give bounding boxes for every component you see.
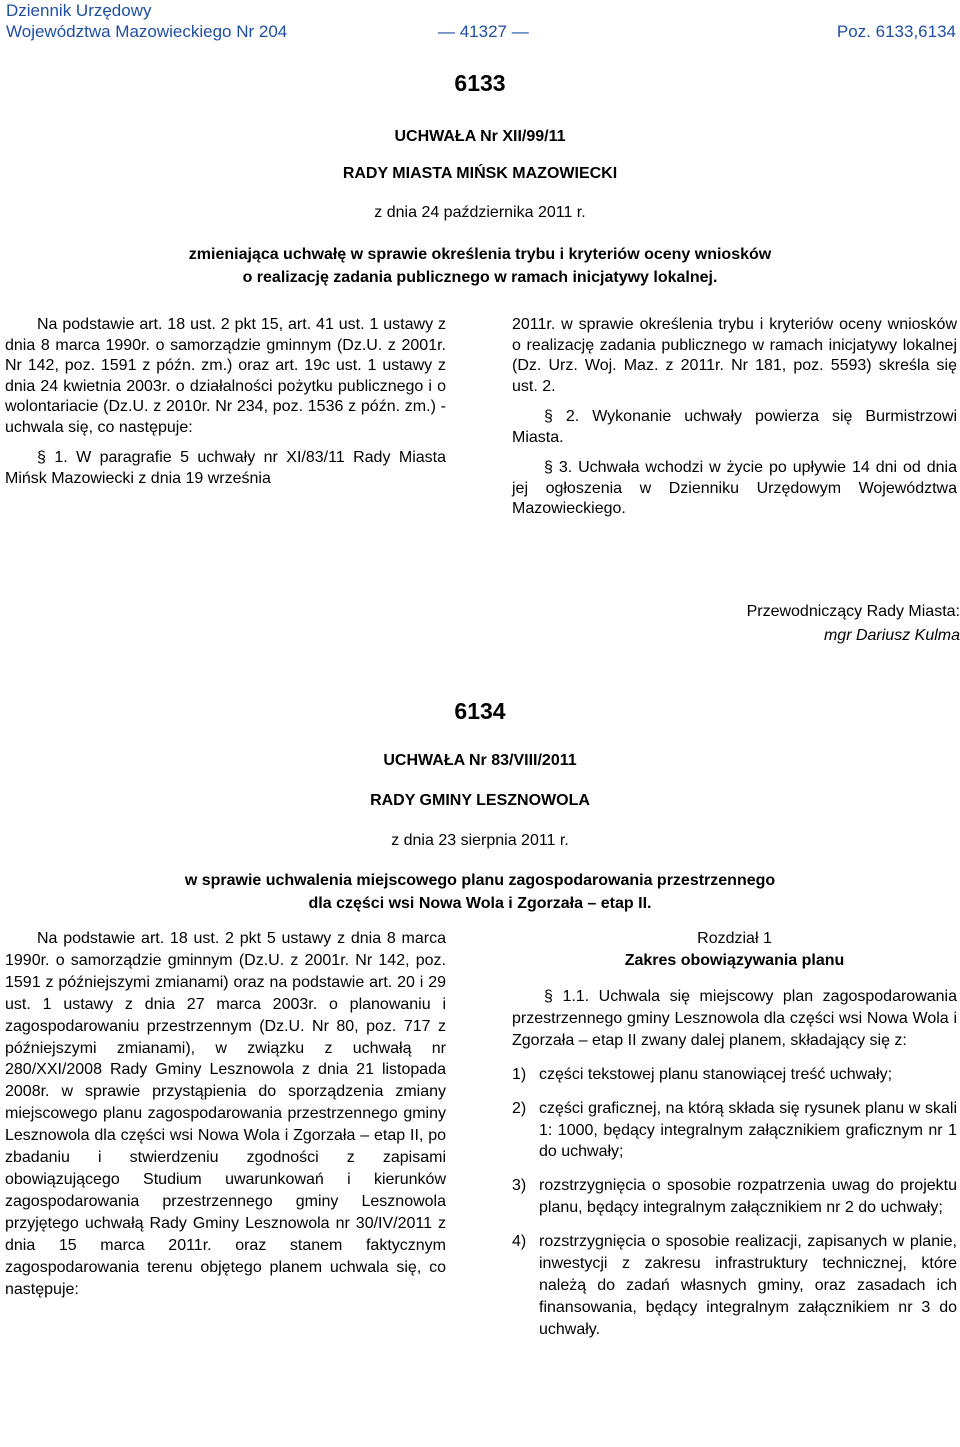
list-item-text: rozstrzygnięcia o sposobie rozpatrzenia uwag do projektu planu, będący integralnym załącznikiem nr 2 do uchwały; bbox=[539, 1177, 957, 1217]
act-number: 6134 bbox=[454, 698, 506, 724]
list-item-text: rozstrzygnięcia o sposobie realizacji, zapisanych w planie, inwestycji z zakresu infrastruktury technicznej, które należą do zadań własnych gminy, oraz zasadach ich finansowania, będący integralnym załącznikiem nr 3 do uchwały. bbox=[539, 1233, 957, 1338]
chapter-label: Rozdział 1 bbox=[697, 930, 772, 947]
list-item-number: 1) bbox=[512, 1065, 527, 1083]
page-number: — 41327 — bbox=[438, 22, 529, 41]
legal-basis-paragraph: Na podstawie art. 18 ust. 2 pkt 5 ustawy z dnia 8 marca 1990r. o samorządzie gminnym (Dz.U. z 2001r. Nr 142, poz. 1591 z późniejszymi zmianami) oraz na podstawie art. 20 i 29 ust. 1 ustawy z dnia 27 marca 2003r. o planowaniu i zagospodarowaniu przestrzennym (Dz.U. Nr 80, poz. 717 z późniejszymi zmianami), w związku z uchwałą nr 280/XXI/2008 Rady Gminy Lesznowola z dnia 21 listopada 2008r. w sprawie przystąpienia do sporządzenia zmiany miejscowego planu zagospodarowania przestrzennego gminy Lesznowola dla części wsi Nowa Wola i Zgorzała – etap II, po zbadaniu i stwierdzeniu zgodności z zapisami obowiązującego Studium uwarunkowań i kierunków zagospodarowania przestrzennego gminy Lesznowola przyjętego uchwałą Rady Gminy Lesznowola nr 30/IV/2011 z dnia 15 marca 2011r. oraz stanem faktycznym zagospodarowania terenu objętego planem uchwala się, co następuje: bbox=[5, 930, 446, 1298]
list-item bbox=[512, 1175, 957, 1219]
list-item-number: 2) bbox=[512, 1099, 527, 1117]
list-item-number: 4) bbox=[512, 1233, 527, 1251]
chapter-title: Zakres obowiązywania planu bbox=[624, 952, 845, 969]
journal-issue: Województwa Mazowieckiego Nr 204 bbox=[6, 22, 288, 41]
act-date: z dnia 24 października 2011 r. bbox=[374, 204, 586, 221]
act-subject-line: o realizację zadania publicznego w ramach inicjatywy lokalnej. bbox=[242, 269, 718, 286]
act-number: 6133 bbox=[454, 70, 506, 96]
act-body-left-column bbox=[5, 928, 446, 1300]
list-item-text: części tekstowej planu stanowiącej treść uchwały; bbox=[539, 1065, 893, 1083]
plan-components-list bbox=[512, 1064, 957, 1341]
section-1-paragraph: § 1.1. Uchwala się miejscowy plan zagospodarowania przestrzennego gminy Lesznowola dla części wsi Nowa Wola i Zgorzała – etap II zwany dalej planem, składający się z: bbox=[512, 988, 957, 1049]
act-subject bbox=[0, 243, 960, 289]
chapter-heading bbox=[512, 928, 957, 972]
signature-block bbox=[747, 600, 960, 648]
act-date: z dnia 23 sierpnia 2011 r. bbox=[391, 832, 569, 849]
signature-name: mgr Dariusz Kulma bbox=[823, 627, 960, 644]
legal-basis-paragraph: Na podstawie art. 18 ust. 2 pkt 15, art. 41 ust. 1 ustawy z dnia 8 marca 1990r. o samorządzie gminnym (Dz.U. z 2001r. Nr 142, poz. 1591 z późn. zm.) oraz art. 19c ust. 1 ustawy z dnia 24 kwietnia 2003r. o działalności pożytku publicznego i o wolontariacie (Dz.U. z 2010r. Nr 234, poz. 1536 z późn. zm.) - uchwala się, co następuje: bbox=[5, 316, 446, 436]
act-body-left-column bbox=[5, 315, 446, 489]
list-item-number: 3) bbox=[512, 1177, 527, 1195]
act-subject-line: zmieniająca uchwałę w sprawie określenia trybu i kryteriów oceny wniosków bbox=[188, 246, 772, 263]
act-title: UCHWAŁA Nr XII/99/11 bbox=[394, 128, 566, 145]
act-title: UCHWAŁA Nr 83/VIII/2011 bbox=[383, 752, 577, 769]
position-numbers: Poz. 6133,6134 bbox=[836, 22, 956, 41]
act-issuer: RADY GMINY LESZNOWOLA bbox=[370, 792, 590, 809]
section-1-paragraph: § 1. W paragrafie 5 uchwały nr XI/83/11 Rady Miasta Mińsk Mazowiecki z dnia 19 września bbox=[5, 449, 446, 487]
journal-title: Dziennik Urzędowy bbox=[6, 1, 152, 20]
list-item bbox=[512, 1231, 957, 1341]
list-item bbox=[512, 1098, 957, 1164]
signature-role: Przewodniczący Rady Miasta: bbox=[746, 603, 960, 620]
act-subject-line: dla części wsi Nowa Wola i Zgorzała – etap II. bbox=[308, 895, 652, 912]
act-body-right-column bbox=[512, 928, 957, 1341]
running-header bbox=[6, 0, 956, 42]
act-subject bbox=[0, 869, 960, 915]
list-item bbox=[512, 1064, 957, 1086]
act-issuer: RADY MIASTA MIŃSK MAZOWIECKI bbox=[342, 165, 618, 182]
section-1-continuation: 2011r. w sprawie określenia trybu i kryteriów oceny wniosków o realizację zadania publicznego w ramach inicjatywy lokalnej (Dz. Urz. Woj. Maz. z 2011r. Nr 181, poz. 5593) skreśla się ust. 2. bbox=[512, 316, 957, 395]
section-2-paragraph: § 2. Wykonanie uchwały powierza się Burmistrzowi Miasta. bbox=[512, 408, 957, 446]
list-item-text: części graficznej, na którą składa się rysunek planu w skali 1: 1000, będący integralnym załącznikiem graficznym nr 1 do uchwały; bbox=[539, 1099, 957, 1161]
section-3-paragraph: § 3. Uchwała wchodzi w życie po upływie 14 dni od dnia jej ogłoszenia w Dzienniku Urzędowym Województwa Mazowieckiego. bbox=[512, 459, 957, 517]
act-body-right-column bbox=[512, 315, 957, 520]
act-subject-line: w sprawie uchwalenia miejscowego planu zagospodarowania przestrzennego bbox=[184, 872, 776, 889]
